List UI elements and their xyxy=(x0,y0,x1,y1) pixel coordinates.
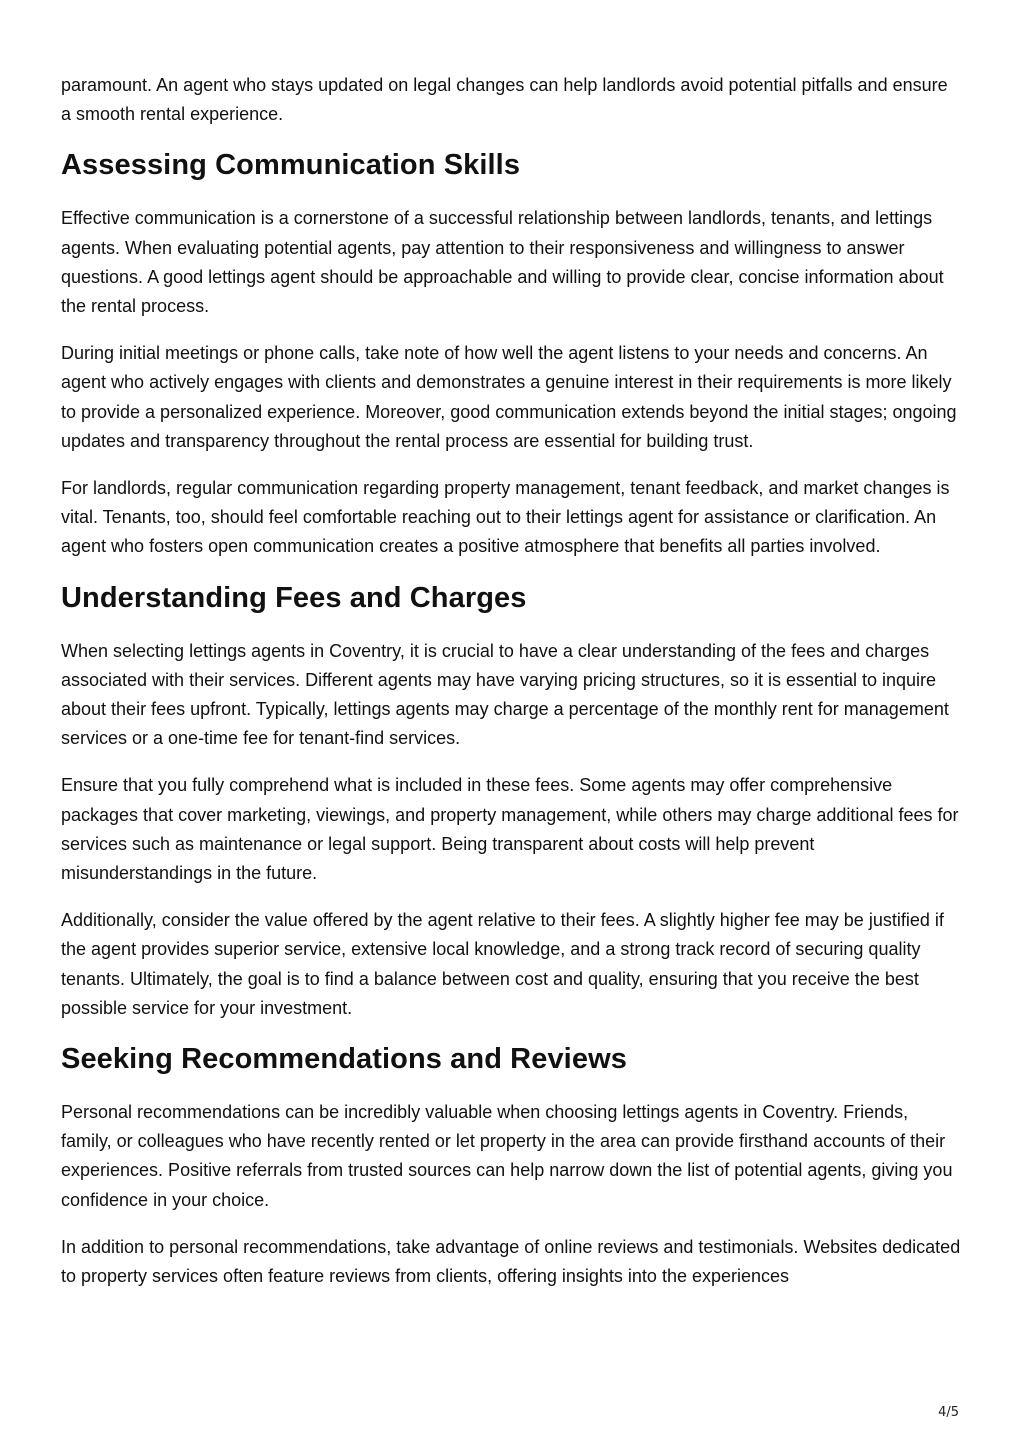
page-number: 4/5 xyxy=(938,1405,959,1420)
section-recommendations-reviews xyxy=(61,1041,961,1291)
paragraph: Effective communication is a cornerstone of a successful relationship between landlords, tenants, and lettings agents. When evaluating potential agents, pay attention to their responsiveness and willingness to answer questions. A good lettings agent should be approachable and willing to provide clear, concise information about the rental process. xyxy=(61,208,944,317)
intro-paragraph: paramount. An agent who stays updated on legal changes can help landlords avoid potential pitfalls and ensure a smooth rental experience. xyxy=(61,75,948,125)
section-heading: Understanding Fees and Charges xyxy=(61,581,527,614)
paragraph: Personal recommendations can be incredibly valuable when choosing lettings agents in Coventry. Friends, family, or colleagues who have recently rented or let property in the area can provide firsthand accounts of their experiences. Positive referrals from trusted sources can help narrow down the list of potential agents, giving you confidence in your choice. xyxy=(61,1102,953,1210)
paragraph: Ensure that you fully comprehend what is included in these fees. Some agents may offer comprehensive packages that cover marketing, viewings, and property management, while others may charge additional fees for services such as maintenance or legal support. Being transparent about costs will help prevent misunderstandings in the future. xyxy=(61,775,959,884)
section-fees-charges xyxy=(61,580,961,1023)
section-heading: Seeking Recommendations and Reviews xyxy=(61,1043,627,1076)
section-communication-skills xyxy=(61,147,961,561)
document-page xyxy=(61,71,961,1309)
paragraph: When selecting lettings agents in Coventry, it is crucial to have a clear understanding of the fees and charges associated with their services. Different agents may have varying pricing structures, so it is essential to inquire about their fees upfront. Typically, lettings agents may charge a percentage of the monthly rent for management services or a one-time fee for tenant-find services. xyxy=(61,640,949,749)
paragraph: During initial meetings or phone calls, take note of how well the agent listens to your needs and concerns. An agent who actively engages with clients and demonstrates a genuine interest in their requirements is more likely to provide a personalized experience. Moreover, good communication extends beyond the initial stages; ongoing updates and transparency throughout the rental process are essential for building trust. xyxy=(61,343,957,451)
paragraph: Additionally, consider the value offered by the agent relative to their fees. A slightly higher fee may be justified if the agent provides superior service, extensive local knowledge, and a strong track record of securing quality tenants. Ultimately, the goal is to find a balance between cost and quality, ensuring that you receive the best possible service for your investment. xyxy=(61,910,944,1018)
paragraph: In addition to personal recommendations, take advantage of online reviews and testimonials. Websites dedicated to property services often feature reviews from clients, offering insights into the experiences xyxy=(61,1236,961,1287)
section-heading: Assessing Communication Skills xyxy=(61,149,521,182)
paragraph: For landlords, regular communication regarding property management, tenant feedback, and market changes is vital. Tenants, too, should feel comfortable reaching out to their lettings agent for assistance or clarification. An agent who fosters open communication creates a positive atmosphere that benefits all parties involved. xyxy=(61,478,950,557)
